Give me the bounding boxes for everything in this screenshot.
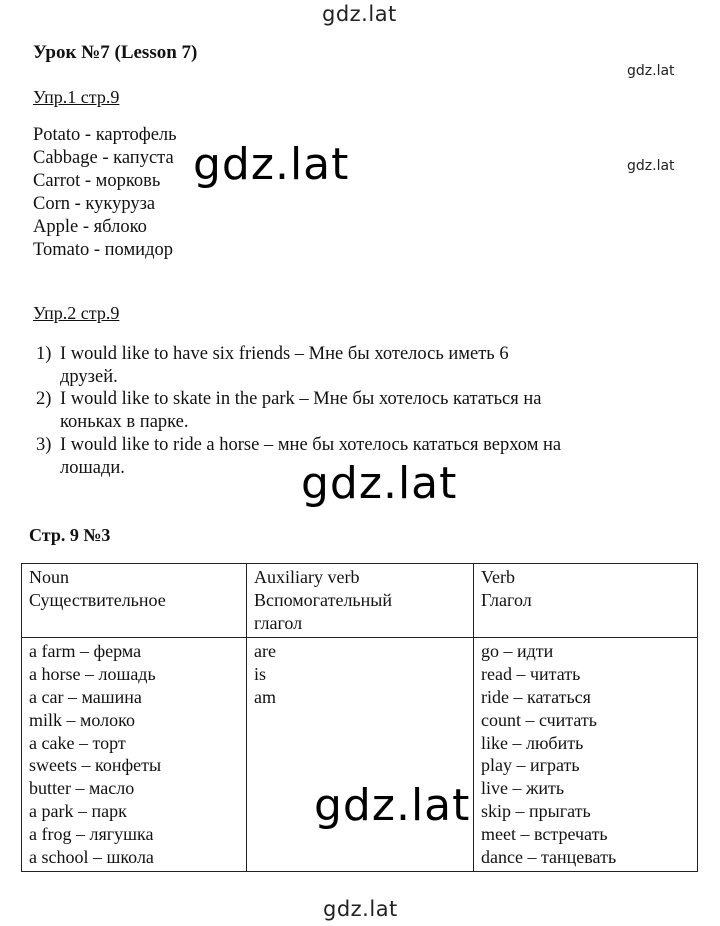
- watermark-right-1: gdz.lat: [627, 63, 675, 79]
- table-cell: dance – танцевать: [481, 846, 617, 867]
- vocab-item: Carrot - морковь: [33, 171, 161, 191]
- item-line: лошади.: [60, 458, 125, 478]
- exercise1-list: [33, 124, 177, 262]
- table-cell: like – любить: [481, 732, 584, 753]
- vocab-item: Potato - картофель: [33, 125, 177, 145]
- watermark-big-3: gdz.lat: [314, 780, 471, 831]
- table-cell: ride – кататься: [481, 686, 591, 707]
- table-cell: read – читать: [481, 664, 581, 685]
- table-cell: count – считать: [481, 709, 597, 730]
- verb-column: [474, 638, 698, 872]
- watermark-right-2: gdz.lat: [627, 158, 675, 174]
- item-number: 2): [36, 389, 52, 409]
- item-line: друзей.: [60, 367, 118, 387]
- table-cell: butter – масло: [29, 778, 135, 799]
- table-cell: skip – прыгать: [481, 800, 591, 821]
- lesson-title: Урок №7 (Lesson 7): [33, 42, 198, 63]
- table-cell: a cake – торт: [29, 732, 126, 753]
- table-cell: live – жить: [481, 778, 565, 799]
- watermark-big-1: gdz.lat: [193, 139, 350, 190]
- table-cell: am: [254, 686, 276, 707]
- exercise2-item-2: [36, 388, 542, 434]
- item-line: I would like to have six friends – Мне бы хотелось иметь 6: [60, 344, 509, 364]
- header-noun: Noun Существительное: [22, 564, 247, 638]
- watermark-big-2: gdz.lat: [301, 458, 458, 509]
- table-cell: a farm – ферма: [29, 641, 142, 662]
- table-cell: milk – молоко: [29, 709, 135, 730]
- item-line: I would like to skate in the park – Мне бы хотелось кататься на: [60, 389, 542, 409]
- table-cell: a school – школа: [29, 846, 154, 867]
- auxiliary-column: [247, 638, 474, 872]
- table-cell: go – идти: [481, 641, 554, 662]
- table-cell: a park – парк: [29, 800, 127, 821]
- table-cell: is: [254, 664, 267, 685]
- table-cell: a horse – лошадь: [29, 664, 156, 685]
- table-cell: are: [254, 641, 276, 662]
- vocab-item: Cabbage - капуста: [33, 148, 174, 168]
- noun-column: [22, 638, 247, 872]
- table-cell: a car – машина: [29, 686, 142, 707]
- table-cell: sweets – конфеты: [29, 755, 162, 776]
- vocab-item: Corn - кукуруза: [33, 194, 156, 214]
- exercise2-item-1: [36, 343, 509, 389]
- item-number: 3): [36, 435, 52, 455]
- item-line: коньках в парке.: [60, 412, 189, 432]
- exercise2-heading: Упр.2 стр.9: [33, 303, 120, 323]
- item-number: 1): [36, 344, 52, 364]
- table-header-row: [22, 564, 698, 638]
- vocab-item: Apple - яблоко: [33, 217, 147, 237]
- watermark-top: gdz.lat: [322, 2, 397, 26]
- table-cell: a frog – лягушка: [29, 823, 154, 844]
- header-verb: Verb Глагол: [474, 564, 698, 638]
- table-cell: meet – встречать: [481, 823, 608, 844]
- exercise3-heading: Стр. 9 №3: [29, 525, 111, 545]
- table-row: [22, 638, 698, 872]
- watermark-bottom: gdz.lat: [323, 897, 398, 921]
- exercise1-heading: Упр.1 стр.9: [33, 87, 120, 107]
- item-line: I would like to ride a horse – мне бы хотелось кататься верхом на: [60, 435, 562, 455]
- vocab-item: Tomato - помидор: [33, 240, 173, 260]
- table-cell: play – играть: [481, 755, 580, 776]
- header-auxiliary: Auxiliary verb Вспомогательный глагол: [247, 564, 474, 638]
